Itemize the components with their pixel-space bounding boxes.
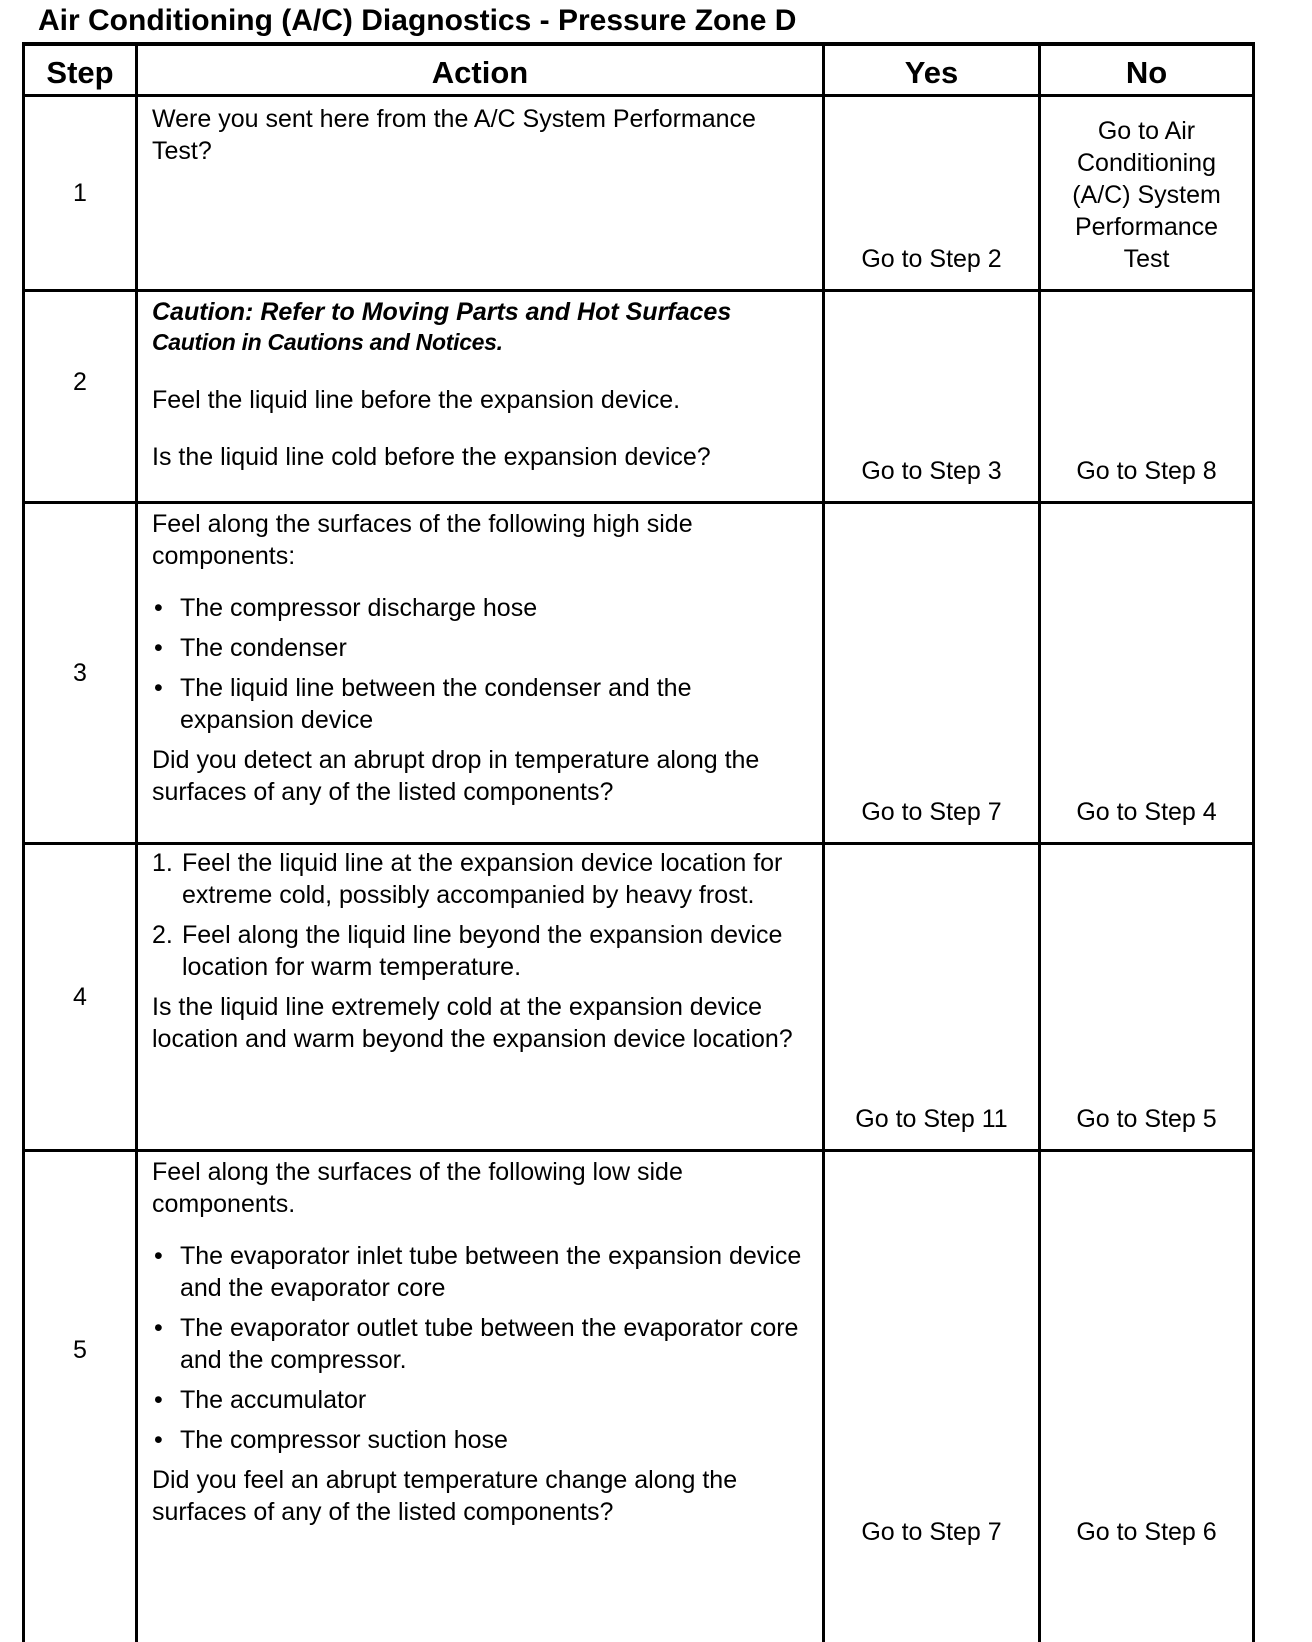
no-link[interactable]: Go to Step 5 <box>1076 1105 1217 1133</box>
list-item: • The liquid line between the condenser and the expansion device <box>152 672 806 736</box>
no-link[interactable]: Go to Step 6 <box>1076 1518 1217 1546</box>
yes-cell <box>825 845 1038 1149</box>
list-item: • The evaporator inlet tube between the expansion device and the evaporator core <box>152 1240 806 1304</box>
bullet-list <box>152 592 806 736</box>
list-text: Feel the liquid line at the expansion device location for extreme cold, possibly accompanied by heavy frost. <box>182 849 783 909</box>
action-question: Were you sent here from the A/C System Performance Test? <box>152 105 756 165</box>
yes-link[interactable]: Go to Step 7 <box>861 798 1002 826</box>
list-number: 1. <box>152 849 173 877</box>
caution-line: Caution in Cautions and Notices. <box>152 329 503 355</box>
action-cell <box>138 1152 822 1562</box>
action-intro: Feel along the surfaces of the following low side components. <box>152 1158 683 1218</box>
list-item <box>152 919 806 983</box>
no-link[interactable]: Go to Step 8 <box>1076 457 1217 485</box>
header-step: Step <box>46 55 114 90</box>
diagnostic-table <box>22 42 1255 1642</box>
no-cell <box>1041 504 1252 842</box>
step-number: 2 <box>73 367 87 396</box>
action-question: Did you detect an abrupt drop in temperature along the surfaces of any of the listed components? <box>152 746 760 806</box>
header-action: Action <box>431 55 529 90</box>
list-item: • The evaporator outlet tube between the evaporator core and the compressor. <box>152 1312 806 1376</box>
action-question: Did you feel an abrupt temperature change along the surfaces of any of the listed components? <box>152 1466 738 1526</box>
yes-cell <box>825 1152 1038 1562</box>
action-intro: Feel along the surfaces of the following high side components: <box>152 510 693 570</box>
action-question: Is the liquid line cold before the expansion device? <box>152 443 711 471</box>
yes-cell <box>825 292 1038 501</box>
yes-link[interactable]: Go to Step 11 <box>855 1105 1008 1133</box>
yes-cell <box>825 504 1038 842</box>
header-no: No <box>1125 55 1168 90</box>
no-cell <box>1041 97 1252 289</box>
no-cell <box>1041 292 1252 501</box>
no-cell <box>1041 845 1252 1149</box>
list-text: Feel along the liquid line beyond the expansion device location for warm temperature. <box>182 921 783 981</box>
no-link[interactable]: Go to Air Conditioning (A/C) System Performance Test <box>1072 117 1221 273</box>
action-question: Is the liquid line extremely cold at the expansion device location and warm beyond the expansion device location? <box>152 993 793 1053</box>
yes-link[interactable]: Go to Step 2 <box>861 245 1002 273</box>
list-item: • The condenser <box>152 632 806 664</box>
action-cell <box>138 97 822 289</box>
yes-link[interactable]: Go to Step 3 <box>861 457 1002 485</box>
list-item: • The compressor suction hose <box>152 1424 806 1456</box>
action-cell <box>138 292 822 501</box>
caution-line: Caution: Refer to Moving Parts and Hot Surfaces <box>152 298 732 326</box>
header-yes: Yes <box>904 55 959 90</box>
no-link[interactable]: Go to Step 4 <box>1076 798 1217 826</box>
step-number: 1 <box>73 179 87 207</box>
list-item <box>152 847 806 911</box>
list-item: • The accumulator <box>152 1384 806 1416</box>
step-number: 4 <box>73 983 87 1011</box>
step-number: 3 <box>73 659 87 687</box>
yes-link[interactable]: Go to Step 7 <box>861 1518 1002 1546</box>
no-cell <box>1041 1152 1252 1562</box>
action-instruction: Feel the liquid line before the expansion device. <box>152 386 681 414</box>
bullet-list <box>152 1240 806 1456</box>
list-item: • The compressor discharge hose <box>152 592 806 624</box>
step-number: 5 <box>73 1335 87 1364</box>
caution-note <box>152 296 806 356</box>
numbered-list <box>152 847 806 983</box>
page-title: Air Conditioning (A/C) Diagnostics - Pressure Zone D <box>38 4 797 37</box>
action-cell <box>138 504 822 842</box>
list-number: 2. <box>152 921 173 949</box>
action-cell <box>138 845 822 1149</box>
yes-cell <box>825 97 1038 289</box>
